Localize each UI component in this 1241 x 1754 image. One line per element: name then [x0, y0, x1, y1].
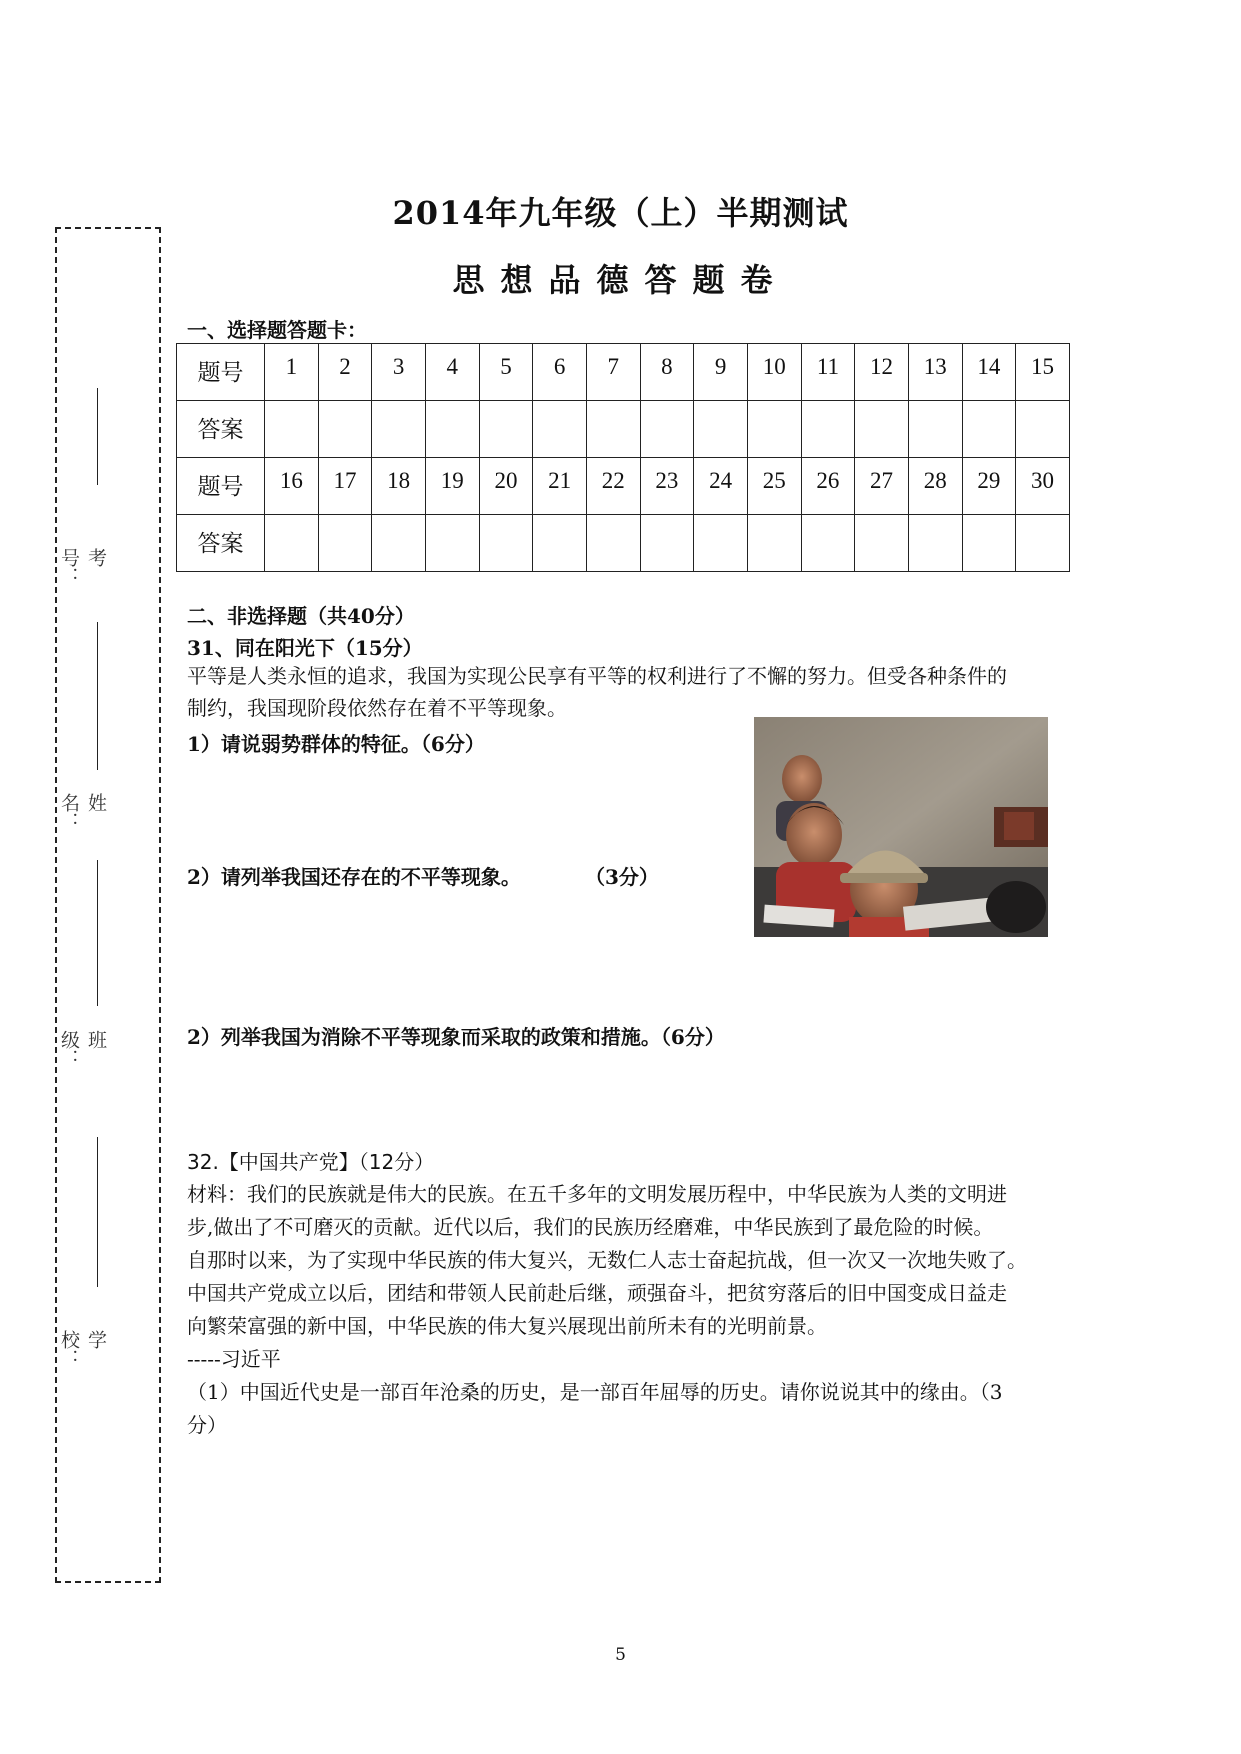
answer-cell: [479, 515, 533, 572]
q32-sub1-line1: （1）中国近代史是一部百年沧桑的历史，是一部百年屈辱的历史。请你说说其中的缘由。（3: [187, 1380, 1003, 1404]
answer-cell: [479, 401, 533, 458]
q32-material-line1: 材料：我们的民族就是伟大的民族。在五千多年的文明发展历程中，中华民族为人类的文明进: [187, 1182, 1007, 1206]
row-label-answer: 答案: [177, 401, 265, 458]
q31-sub3: 2）列举我国为消除不平等现象而采取的政策和措施。（6分）: [187, 1025, 725, 1049]
answer-cell: [1016, 515, 1070, 572]
answer-cell: [801, 401, 855, 458]
q31-stem-line1: 平等是人类永恒的追求，我国为实现公民享有平等的权利进行了不懈的努力。但受各种条件的: [187, 664, 1007, 688]
answer-cell: [962, 515, 1016, 572]
school-label: 学校：: [58, 1330, 107, 1368]
row-label-number: 题号: [177, 344, 265, 401]
question-number-cell: 12: [855, 344, 909, 401]
q31-sub1: 1）请说弱势群体的特征。（6分）: [187, 732, 485, 756]
question-number-cell: 24: [694, 458, 748, 515]
q32-title: 32.【中国共产党】（12分）: [187, 1150, 435, 1174]
answer-cell: [908, 401, 962, 458]
answer-cell: [265, 401, 319, 458]
question-number-cell: 1: [265, 344, 319, 401]
answer-cell: [962, 401, 1016, 458]
name-label: 姓名：: [58, 793, 107, 831]
answer-cell: [586, 515, 640, 572]
table-row: [177, 515, 1070, 572]
table-row: [177, 344, 1070, 401]
answer-cell: [372, 515, 426, 572]
answer-cell: [1016, 401, 1070, 458]
question-number-cell: 7: [586, 344, 640, 401]
answer-cell: [908, 515, 962, 572]
answer-card-table: [176, 343, 1070, 572]
q31-stem-line2: 制约，我国现阶段依然存在着不平等现象。: [187, 696, 567, 720]
answer-cell: [855, 515, 909, 572]
q32-attribution: -----习近平: [187, 1347, 281, 1371]
answer-cell: [694, 515, 748, 572]
question-number-cell: 25: [747, 458, 801, 515]
question-number-cell: 16: [265, 458, 319, 515]
question-number-cell: 15: [1016, 344, 1070, 401]
class-line: [97, 860, 98, 1006]
question-number-cell: 30: [1016, 458, 1070, 515]
school-line: [97, 1137, 98, 1287]
page-subtitle: 思想品德答题卷: [452, 261, 789, 299]
section1-heading: 一、选择题答题卡：: [187, 318, 367, 342]
q32-material-line2: 步,做出了不可磨灭的贡献。近代以后，我们的民族历经磨难，中华民族到了最危险的时候。: [187, 1215, 994, 1239]
section2-heading: 二、非选择题（共40分）: [187, 604, 415, 628]
q31-title: 31、同在阳光下（15分）: [187, 636, 423, 660]
binding-strip: [55, 227, 161, 1583]
answer-cell: [533, 401, 587, 458]
answer-cell: [640, 515, 694, 572]
answer-cell: [694, 401, 748, 458]
name-line: [97, 622, 98, 770]
answer-cell: [265, 515, 319, 572]
question-number-cell: 21: [533, 458, 587, 515]
question-number-cell: 10: [747, 344, 801, 401]
table-row: [177, 401, 1070, 458]
question-number-cell: 20: [479, 458, 533, 515]
exam-number-label: 考号：: [58, 548, 107, 586]
table-row: [177, 458, 1070, 515]
question-number-cell: 22: [586, 458, 640, 515]
question-number-cell: 28: [908, 458, 962, 515]
question-number-cell: 5: [479, 344, 533, 401]
q32-sub1-line2: 分）: [187, 1413, 227, 1437]
question-number-cell: 6: [533, 344, 587, 401]
answer-cell: [318, 401, 372, 458]
answer-cell: [425, 515, 479, 572]
answer-cell: [586, 401, 640, 458]
question-number-cell: 18: [372, 458, 426, 515]
answer-cell: [640, 401, 694, 458]
answer-cell: [318, 515, 372, 572]
answer-cell: [533, 515, 587, 572]
question-number-cell: 3: [372, 344, 426, 401]
exam-number-line: [97, 388, 98, 485]
question-number-cell: 4: [425, 344, 479, 401]
answer-cell: [372, 401, 426, 458]
question-number-cell: 14: [962, 344, 1016, 401]
class-label: 班级：: [58, 1030, 107, 1068]
question-number-cell: 27: [855, 458, 909, 515]
question-number-cell: 9: [694, 344, 748, 401]
answer-cell: [425, 401, 479, 458]
question-number-cell: 8: [640, 344, 694, 401]
question-number-cell: 23: [640, 458, 694, 515]
answer-cell: [747, 401, 801, 458]
question-number-cell: 2: [318, 344, 372, 401]
answer-cell: [801, 515, 855, 572]
row-label-number: 题号: [177, 458, 265, 515]
question-number-cell: 13: [908, 344, 962, 401]
classroom-photo: [754, 717, 1048, 937]
q32-material-line3: 自那时以来，为了实现中华民族的伟大复兴，无数仁人志士奋起抗战，但一次又一次地失败了。: [187, 1248, 1027, 1272]
q31-sub2: 2）请列举我国还存在的不平等现象。: [187, 865, 521, 889]
q32-material-line4: 中国共产党成立以后，团结和带领人民前赴后继，顽强奋斗，把贫穷落后的旧中国变成日益走: [187, 1281, 1007, 1305]
row-label-answer: 答案: [177, 515, 265, 572]
page-title: 2014年九年级（上）半期测试: [392, 194, 849, 232]
question-number-cell: 11: [801, 344, 855, 401]
question-number-cell: 17: [318, 458, 372, 515]
answer-cell: [747, 515, 801, 572]
page-number: 5: [615, 1645, 626, 1665]
answer-cell: [855, 401, 909, 458]
question-number-cell: 19: [425, 458, 479, 515]
q32-material-line5: 向繁荣富强的新中国，中华民族的伟大复兴展现出前所未有的光明前景。: [187, 1314, 827, 1338]
q31-sub2-score: （3分）: [585, 865, 659, 889]
question-number-cell: 26: [801, 458, 855, 515]
question-number-cell: 29: [962, 458, 1016, 515]
